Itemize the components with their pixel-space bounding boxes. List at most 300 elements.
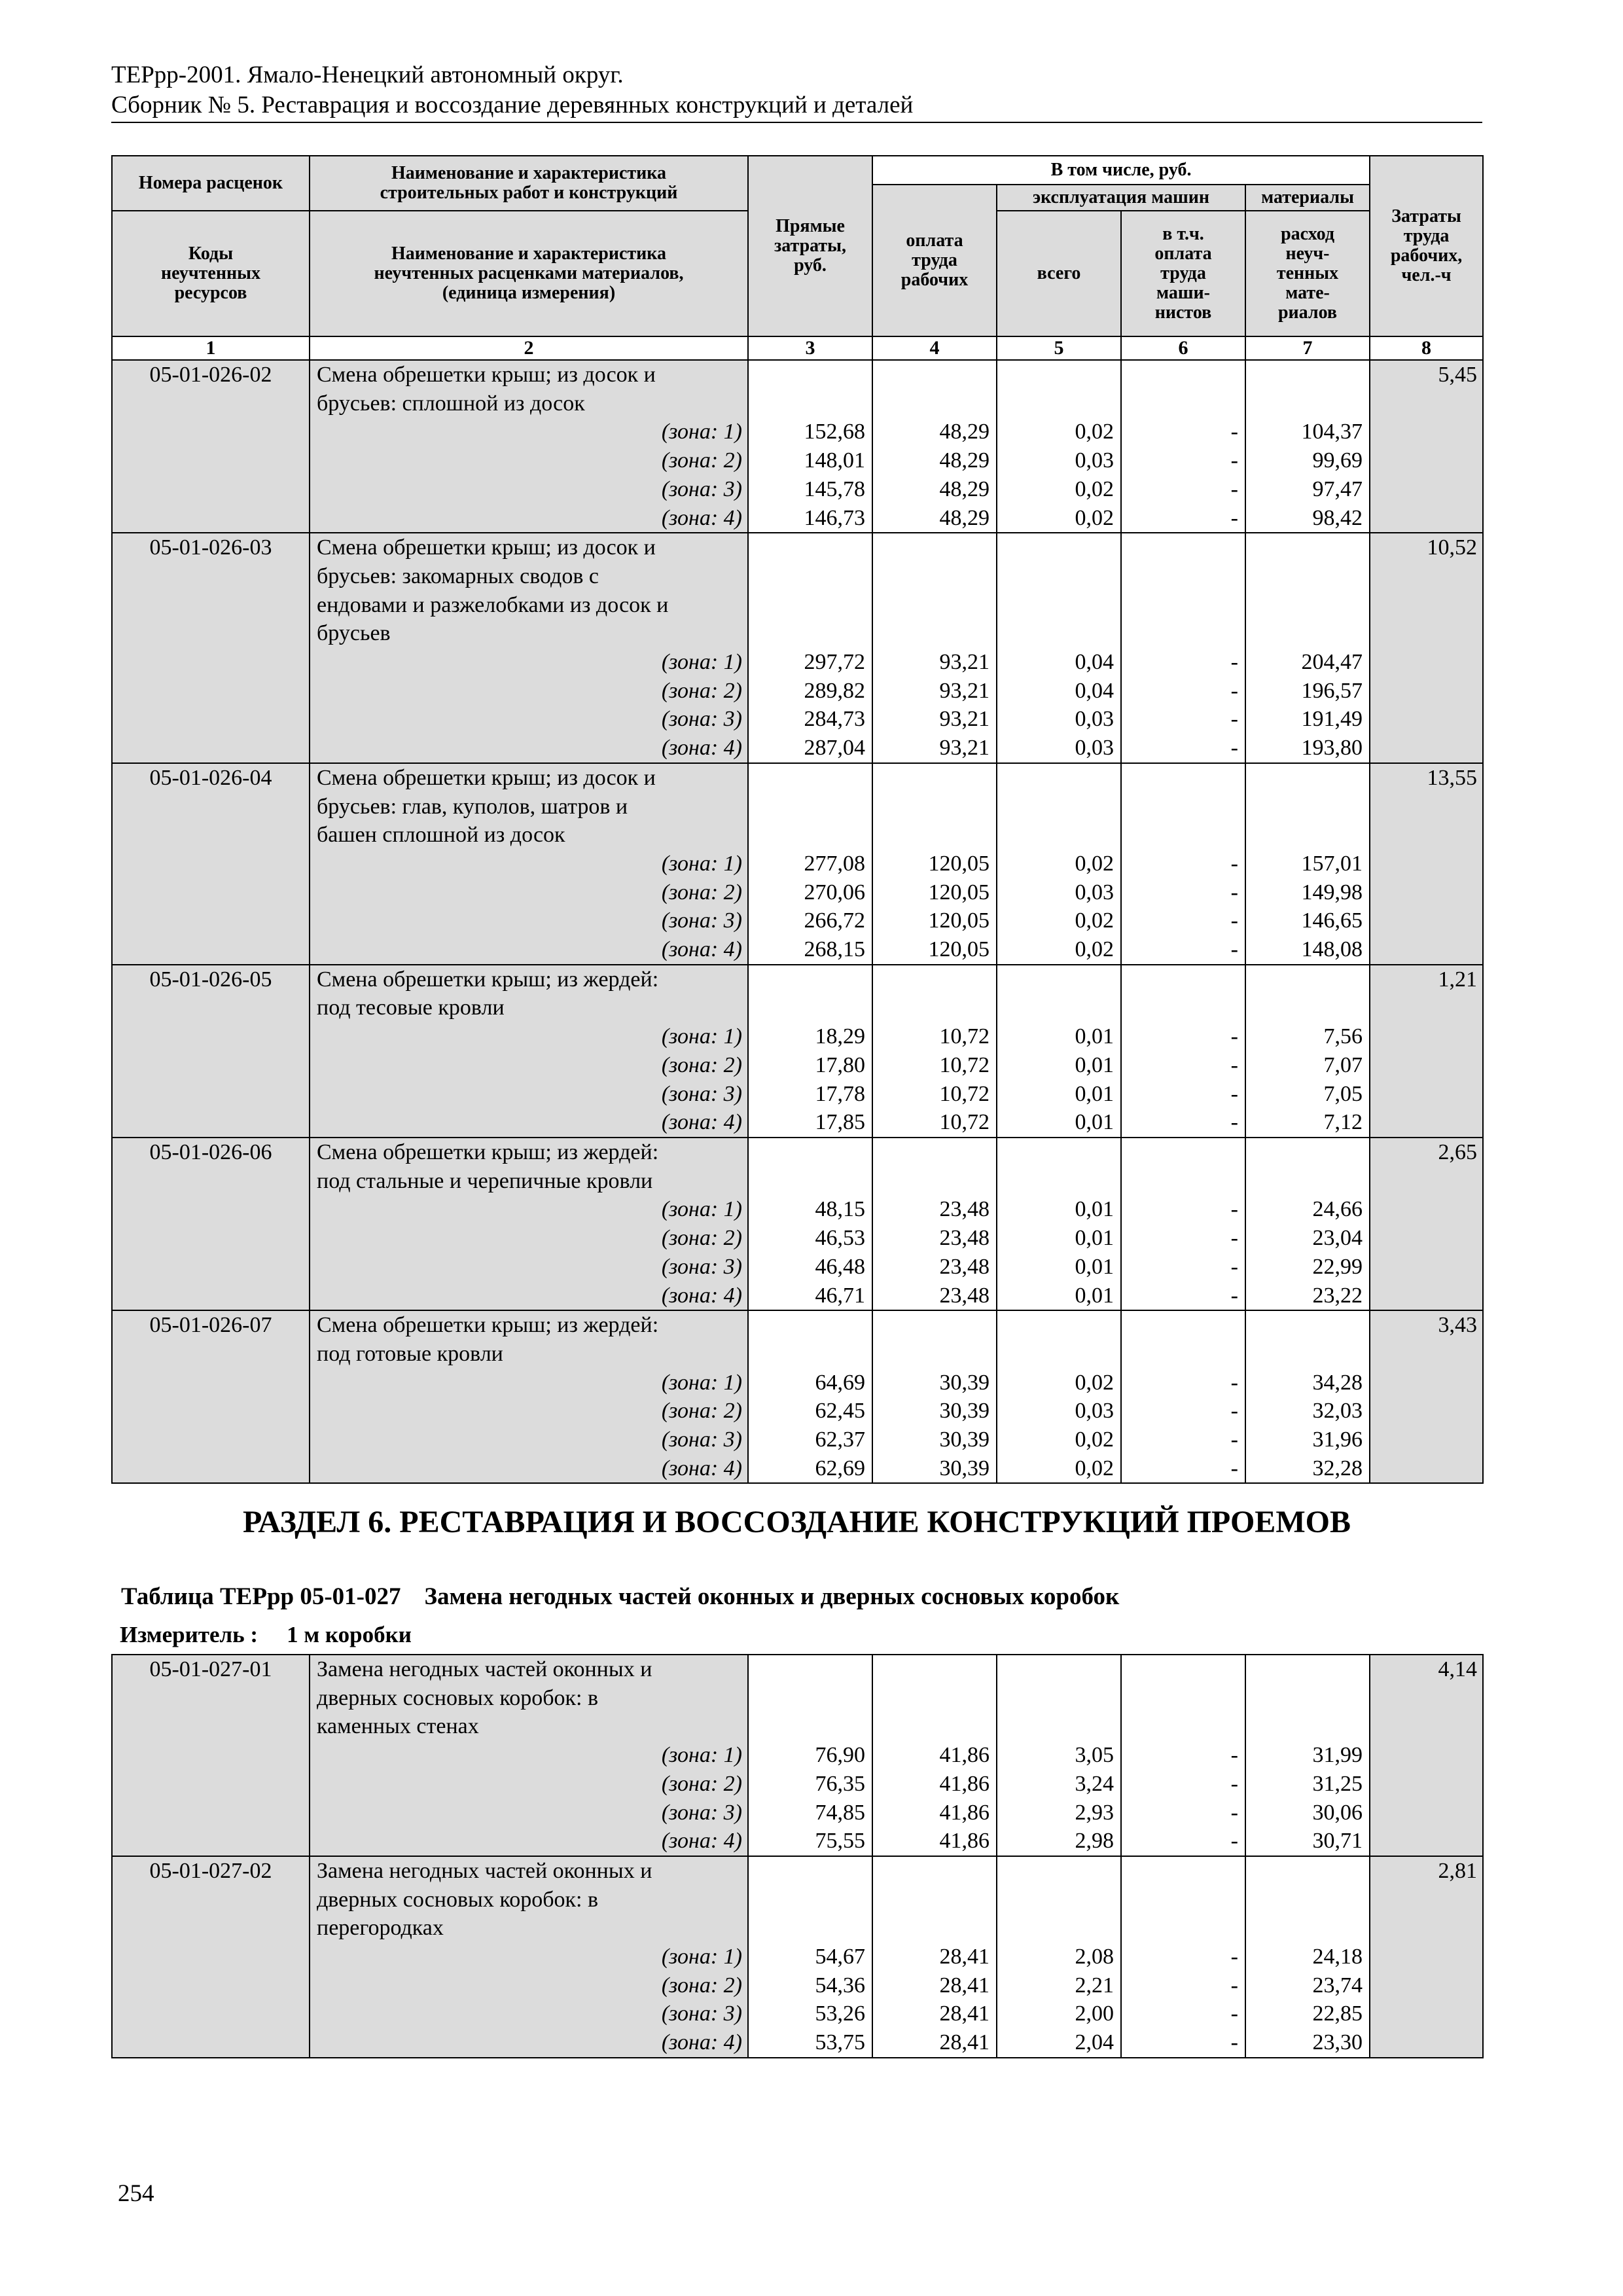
description-line: Замена негодных частей оконных и [317, 1858, 652, 1883]
machines-total-value: 0,02 [1075, 1456, 1114, 1480]
description-line: Смена обрешетки крыш; из досок и [317, 363, 656, 387]
workers-pay-value: 120,05 [928, 880, 990, 905]
col-direct-costs: Прямые затраты, руб. [748, 156, 872, 336]
table-head [112, 156, 1483, 360]
machines-total-value: 0,03 [1075, 736, 1114, 761]
materials-cost-value: 31,99 [1312, 1743, 1363, 1768]
workers-pay-cell [872, 1138, 997, 1310]
col-incl-group: В том числе, руб. [872, 156, 1370, 185]
measure-unit [120, 1622, 412, 1648]
workers-pay-value: 48,29 [939, 420, 990, 444]
direct-costs-cell [748, 1655, 872, 1856]
direct-costs-value: 268,15 [804, 937, 865, 962]
zone-label: (зона: 4) [661, 937, 742, 962]
table-row [112, 763, 1483, 965]
machines-total-value: 0,01 [1075, 1283, 1114, 1308]
direct-costs-value: 270,06 [804, 880, 865, 905]
workers-pay-value: 23,48 [939, 1254, 990, 1279]
direct-costs-cell [748, 1310, 872, 1483]
materials-cost-value: 149,98 [1301, 880, 1363, 905]
column-number: 6 [1121, 336, 1245, 360]
machines-total-value: 0,01 [1075, 1081, 1114, 1106]
machinists-pay-value: - [1230, 1226, 1238, 1251]
zone-label: (зона: 1) [661, 1024, 742, 1049]
materials-cost-value: 196,57 [1301, 678, 1363, 703]
rate-code: 05-01-026-03 [112, 533, 310, 763]
direct-costs-value: 53,26 [815, 2001, 865, 2026]
rate-code: 05-01-026-04 [112, 763, 310, 965]
direct-costs-value: 46,48 [815, 1254, 865, 1279]
machines-total-value: 0,04 [1075, 678, 1114, 703]
labor-costs: 2,65 [1370, 1138, 1483, 1310]
rate-description [310, 1138, 748, 1310]
workers-pay-cell [872, 965, 997, 1138]
description-line: каменных стенах [317, 1714, 479, 1739]
machinists-pay-cell [1121, 763, 1245, 965]
machines-total-value: 0,03 [1075, 707, 1114, 732]
description-line: брусьев: закомарных сводов с [317, 564, 599, 588]
workers-pay-value: 120,05 [928, 937, 990, 962]
machines-total-value: 0,01 [1075, 1226, 1114, 1251]
description-line: Смена обрешетки крыш; из досок и [317, 765, 656, 790]
machines-total-value: 0,02 [1075, 937, 1114, 962]
direct-costs-value: 18,29 [815, 1024, 865, 1049]
machinists-pay-value: - [1230, 2001, 1238, 2026]
description-line: под тесовые кровли [317, 996, 505, 1020]
workers-pay-cell [872, 763, 997, 965]
direct-costs-value: 48,15 [815, 1197, 865, 1222]
header-line-1: ТЕРрр-2001. Ямало-Ненецкий автономный округ. [111, 62, 624, 88]
zone-label: (зона: 2) [661, 1973, 742, 1998]
rate-description [310, 763, 748, 965]
machinists-pay-cell [1121, 965, 1245, 1138]
workers-pay-value: 23,48 [939, 1226, 990, 1251]
workers-pay-value: 28,41 [939, 2030, 990, 2055]
rate-code: 05-01-026-02 [112, 360, 310, 533]
machines-total-value: 3,05 [1075, 1743, 1114, 1768]
materials-cost-value: 32,03 [1312, 1399, 1363, 1424]
zone-label: (зона: 3) [661, 1427, 742, 1452]
zone-label: (зона: 3) [661, 2001, 742, 2026]
workers-pay-cell [872, 360, 997, 533]
materials-cost-value: 146,65 [1301, 908, 1363, 933]
page-number: 254 [118, 2180, 154, 2207]
workers-pay-value: 10,72 [939, 1110, 990, 1135]
machines-total-value: 0,03 [1075, 448, 1114, 473]
machinists-pay-value: - [1230, 908, 1238, 933]
machines-total-value: 2,21 [1075, 1973, 1114, 1998]
direct-costs-value: 74,85 [815, 1800, 865, 1825]
machines-total-value: 0,04 [1075, 650, 1114, 675]
zone-label: (зона: 2) [661, 1771, 742, 1796]
column-number: 3 [748, 336, 872, 360]
materials-cost-value: 31,96 [1312, 1427, 1363, 1452]
materials-cost-cell [1245, 1310, 1370, 1483]
zone-label: (зона: 2) [661, 448, 742, 473]
col-labor-costs: Затраты труда рабочих, чел.-ч [1370, 156, 1483, 336]
description-line: брусьев [317, 621, 391, 646]
description-line: Замена негодных частей оконных и [317, 1657, 652, 1681]
table-row [112, 1856, 1483, 2058]
machinists-pay-value: - [1230, 1254, 1238, 1279]
zone-label: (зона: 4) [661, 1829, 742, 1854]
rates-table-026 [111, 155, 1484, 1484]
workers-pay-value: 30,39 [939, 1427, 990, 1452]
materials-cost-value: 23,04 [1312, 1226, 1363, 1251]
machines-total-value: 0,02 [1075, 851, 1114, 876]
machinists-pay-value: - [1230, 880, 1238, 905]
materials-cost-value: 191,49 [1301, 707, 1363, 732]
workers-pay-value: 93,21 [939, 707, 990, 732]
machinists-pay-value: - [1230, 1370, 1238, 1395]
materials-cost-value: 23,22 [1312, 1283, 1363, 1308]
machines-total-value: 0,02 [1075, 476, 1114, 501]
direct-costs-value: 53,75 [815, 2030, 865, 2055]
zone-label: (зона: 2) [661, 1399, 742, 1424]
machinists-pay-value: - [1230, 1771, 1238, 1796]
workers-pay-value: 41,86 [939, 1829, 990, 1854]
workers-pay-value: 48,29 [939, 505, 990, 530]
table-row [112, 965, 1483, 1138]
labor-costs: 5,45 [1370, 360, 1483, 533]
zone-label: (зона: 4) [661, 2030, 742, 2055]
column-number: 8 [1370, 336, 1483, 360]
column-numbers-row [112, 336, 1483, 360]
description-line: ендовами и разжелобками из досок и [317, 592, 669, 617]
section-title: РАЗДЕЛ 6. РЕСТАВРАЦИЯ И ВОССОЗДАНИЕ КОНСТРУКЦИЙ ПРОЕМОВ [243, 1505, 1351, 1539]
machines-total-value: 3,24 [1075, 1771, 1114, 1796]
rate-description [310, 1655, 748, 1856]
machines-total-value: 0,02 [1075, 1370, 1114, 1395]
measure-value: 1 м коробки [287, 1622, 412, 1647]
direct-costs-cell [748, 1856, 872, 2058]
table-label: Таблица ТЕРрр 05-01-027 [121, 1583, 401, 1610]
col-resource-codes: Коды неучтенных ресурсов [112, 211, 310, 336]
rate-code: 05-01-026-06 [112, 1138, 310, 1310]
labor-costs: 4,14 [1370, 1655, 1483, 1856]
col-machinists-pay: в т.ч. оплата труда маши- нистов [1121, 211, 1245, 336]
direct-costs-value: 62,69 [815, 1456, 865, 1480]
zone-label: (зона: 4) [661, 1110, 742, 1135]
materials-cost-cell [1245, 1856, 1370, 2058]
machines-total-value: 0,02 [1075, 420, 1114, 444]
materials-cost-value: 30,06 [1312, 1800, 1363, 1825]
workers-pay-value: 120,05 [928, 908, 990, 933]
zone-label: (зона: 3) [661, 476, 742, 501]
column-number: 2 [310, 336, 748, 360]
machinists-pay-value: - [1230, 1081, 1238, 1106]
direct-costs-value: 277,08 [804, 851, 865, 876]
zone-label: (зона: 1) [661, 1197, 742, 1222]
materials-cost-value: 22,99 [1312, 1254, 1363, 1279]
direct-costs-value: 54,36 [815, 1973, 865, 1998]
rates-table-027 [111, 1654, 1484, 2058]
materials-cost-value: 7,56 [1323, 1024, 1363, 1049]
materials-cost-value: 7,12 [1323, 1110, 1363, 1135]
zone-label: (зона: 4) [661, 505, 742, 530]
workers-pay-value: 30,39 [939, 1399, 990, 1424]
machines-total-value: 0,03 [1075, 1399, 1114, 1424]
zone-label: (зона: 1) [661, 1945, 742, 1969]
machinists-pay-value: - [1230, 1197, 1238, 1222]
machines-total-value: 0,02 [1075, 1427, 1114, 1452]
machinists-pay-value: - [1230, 1283, 1238, 1308]
workers-pay-value: 28,41 [939, 1973, 990, 1998]
workers-pay-value: 28,41 [939, 2001, 990, 2026]
description-line: Смена обрешетки крыш; из досок и [317, 535, 656, 560]
machinists-pay-value: - [1230, 937, 1238, 962]
column-number: 7 [1245, 336, 1370, 360]
rate-description [310, 1310, 748, 1483]
direct-costs-value: 287,04 [804, 736, 865, 761]
materials-cost-value: 7,07 [1323, 1052, 1363, 1077]
description-line: дверных сосновых коробок: в [317, 1887, 599, 1912]
materials-cost-value: 104,37 [1301, 420, 1363, 444]
machines-total-value: 0,01 [1075, 1254, 1114, 1279]
machines-total-value: 0,01 [1075, 1197, 1114, 1222]
description-line: дверных сосновых коробок: в [317, 1685, 599, 1710]
workers-pay-value: 93,21 [939, 650, 990, 675]
direct-costs-value: 146,73 [804, 505, 865, 530]
col-machines-total: всего [997, 211, 1121, 336]
direct-costs-value: 297,72 [804, 650, 865, 675]
machinists-pay-cell [1121, 1310, 1245, 1483]
materials-cost-value: 24,66 [1312, 1197, 1363, 1222]
table-row [112, 1655, 1483, 1856]
materials-cost-value: 31,25 [1312, 1771, 1363, 1796]
workers-pay-cell [872, 1655, 997, 1856]
column-number: 4 [872, 336, 997, 360]
col-material-name: Наименование и характеристика неучтенных расценками материалов, (единица измерения) [310, 211, 748, 336]
workers-pay-value: 28,41 [939, 1945, 990, 1969]
workers-pay-value: 23,48 [939, 1283, 990, 1308]
materials-cost-cell [1245, 965, 1370, 1138]
workers-pay-value: 93,21 [939, 736, 990, 761]
materials-cost-value: 148,08 [1301, 937, 1363, 962]
machines-total-cell [997, 965, 1121, 1138]
machinists-pay-value: - [1230, 1110, 1238, 1135]
machinists-pay-cell [1121, 1655, 1245, 1856]
workers-pay-value: 10,72 [939, 1052, 990, 1077]
machinists-pay-value: - [1230, 420, 1238, 444]
rate-description [310, 1856, 748, 2058]
workers-pay-cell [872, 1856, 997, 2058]
materials-cost-value: 98,42 [1312, 505, 1363, 530]
direct-costs-value: 152,68 [804, 420, 865, 444]
zone-label: (зона: 2) [661, 1052, 742, 1077]
direct-costs-value: 75,55 [815, 1829, 865, 1854]
machines-total-value: 0,03 [1075, 880, 1114, 905]
direct-costs-cell [748, 763, 872, 965]
machinists-pay-value: - [1230, 505, 1238, 530]
materials-cost-cell [1245, 763, 1370, 965]
direct-costs-value: 145,78 [804, 476, 865, 501]
materials-cost-value: 193,80 [1301, 736, 1363, 761]
machinists-pay-value: - [1230, 2030, 1238, 2055]
machinists-pay-value: - [1230, 476, 1238, 501]
description-line: башен сплошной из досок [317, 823, 565, 848]
materials-cost-value: 157,01 [1301, 851, 1363, 876]
materials-cost-cell [1245, 533, 1370, 763]
materials-cost-value: 34,28 [1312, 1370, 1363, 1395]
header-line-2: Сборник № 5. Реставрация и воссоздание деревянных конструкций и деталей [111, 92, 914, 118]
workers-pay-value: 41,86 [939, 1800, 990, 1825]
machines-total-cell [997, 533, 1121, 763]
table-row [112, 360, 1483, 533]
workers-pay-value: 120,05 [928, 851, 990, 876]
workers-pay-value: 23,48 [939, 1197, 990, 1222]
materials-cost-value: 30,71 [1312, 1829, 1363, 1854]
direct-costs-value: 76,90 [815, 1743, 865, 1768]
workers-pay-cell [872, 533, 997, 763]
machinists-pay-value: - [1230, 1456, 1238, 1480]
measure-label: Измеритель : [120, 1622, 259, 1647]
rate-code: 05-01-026-07 [112, 1310, 310, 1483]
materials-cost-value: 23,74 [1312, 1973, 1363, 1998]
description-line: под готовые кровли [317, 1341, 503, 1366]
machinists-pay-cell [1121, 360, 1245, 533]
rate-code: 05-01-026-05 [112, 965, 310, 1138]
zone-label: (зона: 2) [661, 1226, 742, 1251]
workers-pay-value: 48,29 [939, 448, 990, 473]
direct-costs-value: 289,82 [804, 678, 865, 703]
direct-costs-value: 284,73 [804, 707, 865, 732]
direct-costs-value: 17,80 [815, 1052, 865, 1077]
machinists-pay-cell [1121, 1138, 1245, 1310]
zone-label: (зона: 3) [661, 707, 742, 732]
table-row [112, 1138, 1483, 1310]
description-line: Смена обрешетки крыш; из жердей: [317, 967, 659, 992]
labor-costs: 10,52 [1370, 533, 1483, 763]
col-rate-numbers: Номера расценок [112, 156, 310, 211]
machinists-pay-cell [1121, 1856, 1245, 2058]
machinists-pay-value: - [1230, 736, 1238, 761]
materials-cost-cell [1245, 360, 1370, 533]
zone-label: (зона: 3) [661, 908, 742, 933]
col-machines: эксплуатация машин [997, 185, 1245, 211]
col-unaccounted-materials: расход неуч- тенных мате- риалов [1245, 211, 1370, 336]
table-title [121, 1583, 1119, 1611]
workers-pay-value: 10,72 [939, 1024, 990, 1049]
zone-label: (зона: 3) [661, 1254, 742, 1279]
machinists-pay-value: - [1230, 1427, 1238, 1452]
column-number: 5 [997, 336, 1121, 360]
machines-total-cell [997, 1856, 1121, 2058]
direct-costs-value: 17,78 [815, 1081, 865, 1106]
machines-total-value: 2,93 [1075, 1800, 1114, 1825]
machines-total-value: 0,01 [1075, 1110, 1114, 1135]
materials-cost-value: 7,05 [1323, 1081, 1363, 1106]
description-line: Смена обрешетки крыш; из жердей: [317, 1139, 659, 1164]
machines-total-value: 0,02 [1075, 505, 1114, 530]
machinists-pay-value: - [1230, 1973, 1238, 1998]
table-row [112, 1310, 1483, 1483]
direct-costs-cell [748, 533, 872, 763]
zone-label: (зона: 1) [661, 420, 742, 444]
machines-total-cell [997, 1138, 1121, 1310]
workers-pay-value: 48,29 [939, 476, 990, 501]
direct-costs-cell [748, 965, 872, 1138]
materials-cost-cell [1245, 1655, 1370, 1856]
workers-pay-value: 93,21 [939, 678, 990, 703]
machines-total-value: 0,01 [1075, 1024, 1114, 1049]
direct-costs-value: 148,01 [804, 448, 865, 473]
machinists-pay-value: - [1230, 851, 1238, 876]
materials-cost-value: 204,47 [1301, 650, 1363, 675]
machinists-pay-value: - [1230, 707, 1238, 732]
machinists-pay-value: - [1230, 1945, 1238, 1969]
direct-costs-value: 64,69 [815, 1370, 865, 1395]
description-line: брусьев: глав, куполов, шатров и [317, 794, 628, 819]
workers-pay-value: 41,86 [939, 1771, 990, 1796]
description-line: Смена обрешетки крыш; из жердей: [317, 1313, 659, 1338]
header-rule [111, 122, 1482, 123]
zone-label: (зона: 2) [661, 880, 742, 905]
column-number: 1 [112, 336, 310, 360]
direct-costs-value: 54,67 [815, 1945, 865, 1969]
zone-label: (зона: 3) [661, 1081, 742, 1106]
labor-costs: 2,81 [1370, 1856, 1483, 2058]
machinists-pay-value: - [1230, 678, 1238, 703]
direct-costs-value: 46,53 [815, 1226, 865, 1251]
rate-description [310, 360, 748, 533]
zone-label: (зона: 1) [661, 1370, 742, 1395]
labor-costs: 1,21 [1370, 965, 1483, 1138]
machinists-pay-value: - [1230, 1399, 1238, 1424]
rate-code: 05-01-027-01 [112, 1655, 310, 1856]
materials-cost-value: 22,85 [1312, 2001, 1363, 2026]
zone-label: (зона: 4) [661, 736, 742, 761]
machines-total-value: 2,98 [1075, 1829, 1114, 1854]
materials-cost-cell [1245, 1138, 1370, 1310]
zone-label: (зона: 1) [661, 851, 742, 876]
machinists-pay-value: - [1230, 1829, 1238, 1854]
rate-description [310, 533, 748, 763]
direct-costs-value: 62,45 [815, 1399, 865, 1424]
direct-costs-value: 62,37 [815, 1427, 865, 1452]
rate-description [310, 965, 748, 1138]
direct-costs-value: 266,72 [804, 908, 865, 933]
machinists-pay-value: - [1230, 1800, 1238, 1825]
machines-total-value: 2,04 [1075, 2030, 1114, 2055]
direct-costs-value: 46,71 [815, 1283, 865, 1308]
table-row [112, 533, 1483, 763]
rate-code: 05-01-027-02 [112, 1856, 310, 2058]
machinists-pay-value: - [1230, 448, 1238, 473]
direct-costs-value: 76,35 [815, 1771, 865, 1796]
zone-label: (зона: 4) [661, 1283, 742, 1308]
description-line: перегородках [317, 1916, 444, 1941]
col-workers-pay: оплата труда рабочих [872, 185, 997, 336]
table-body [112, 1655, 1483, 2058]
workers-pay-value: 10,72 [939, 1081, 990, 1106]
machines-total-cell [997, 360, 1121, 533]
materials-cost-value: 23,30 [1312, 2030, 1363, 2055]
machinists-pay-value: - [1230, 1743, 1238, 1768]
zone-label: (зона: 4) [661, 1456, 742, 1480]
materials-cost-value: 97,47 [1312, 476, 1363, 501]
col-work-name: Наименование и характеристика строительных работ и конструкций [310, 156, 748, 211]
workers-pay-value: 41,86 [939, 1743, 990, 1768]
direct-costs-cell [748, 360, 872, 533]
machines-total-cell [997, 763, 1121, 965]
description-line: брусьев: сплошной из досок [317, 391, 585, 416]
workers-pay-cell [872, 1310, 997, 1483]
zone-label: (зона: 1) [661, 650, 742, 675]
labor-costs: 3,43 [1370, 1310, 1483, 1483]
col-materials: материалы [1245, 185, 1370, 211]
machines-total-value: 2,00 [1075, 2001, 1114, 2026]
